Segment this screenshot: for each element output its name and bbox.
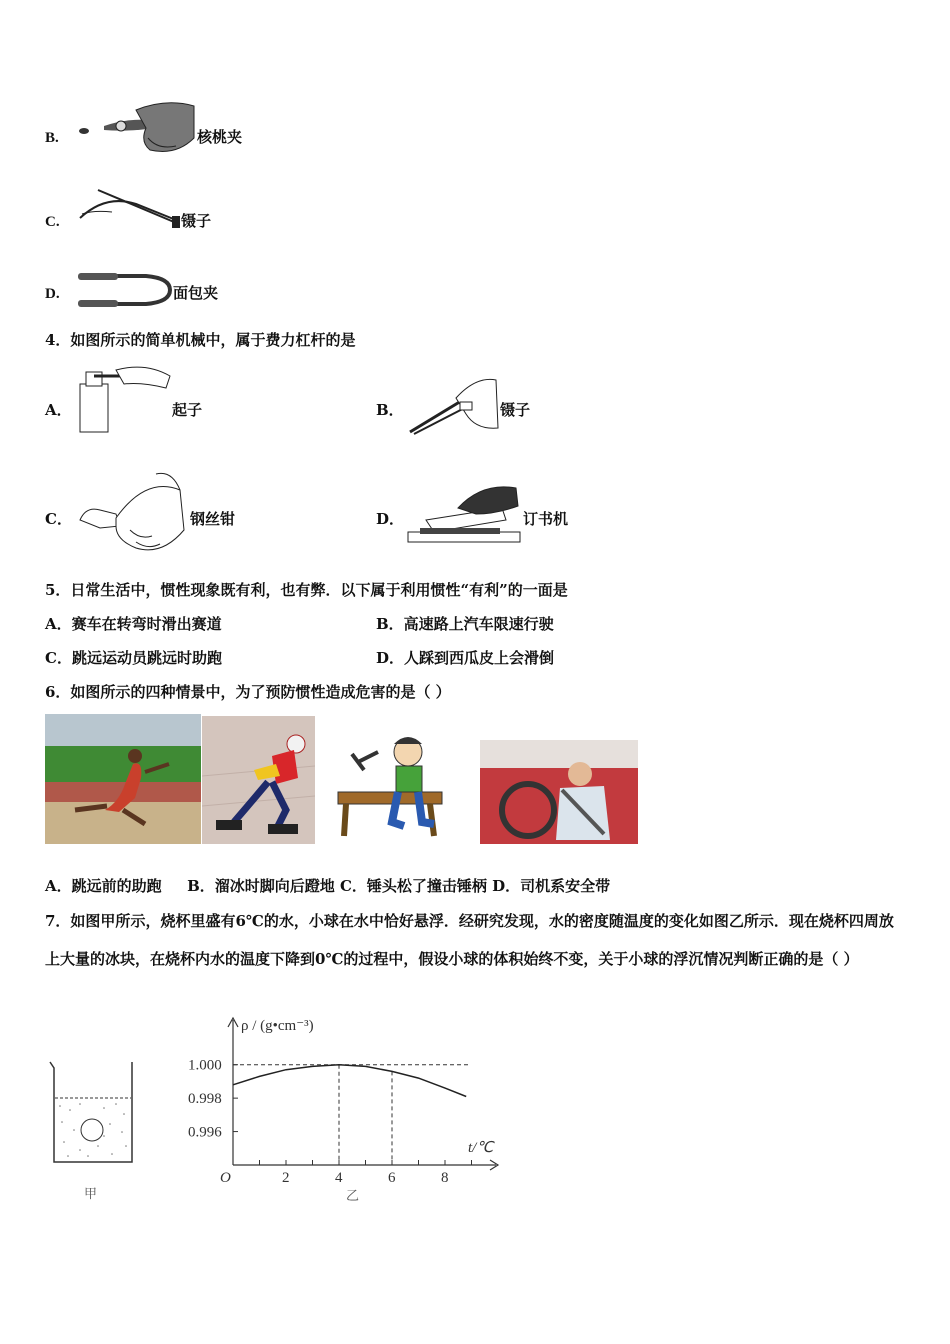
fig-a-caption: 甲 (84, 1187, 98, 1202)
roller-skating-photo (202, 716, 315, 848)
q5-option-d: D．人踩到西瓜皮上会滑倒 (376, 649, 555, 667)
pliers-icon (76, 470, 188, 560)
q5-stem: 5．日常生活中，惯性现象既有利，也有弊．以下属于利用惯性“有利”的一面是 (45, 581, 568, 599)
long-jump-photo (45, 714, 201, 848)
y-axis-label: ρ / (g•cm⁻³) (241, 1018, 314, 1034)
hammer-cartoon (318, 722, 478, 848)
y-tick-label: 1.000 (188, 1057, 222, 1074)
q4-option-d-letter: D． (376, 510, 405, 528)
nutcracker-icon (76, 98, 198, 164)
q4-option-a-letter: A． (45, 401, 72, 419)
bread-tongs-icon (76, 268, 174, 316)
y-tick-label: 0.996 (188, 1124, 222, 1141)
x-axis-label: t/℃ (468, 1140, 494, 1156)
option-letter: C. (45, 214, 60, 230)
x-tick-label: 4 (335, 1170, 343, 1186)
q4-option-b-letter: B． (376, 401, 404, 419)
q7-stem: 7．如图甲所示，烧杯里盛有6℃的水，小球在水中恰好悬浮．经研究发现，水的密度随温度的变化如图乙所示．现在烧杯四周放上大量的冰块，在烧杯内水的温度下降到0℃的过程中，假设小球的体积始终不变，关于小球的浮沉情况判断正确的是（ ） (45, 912, 894, 968)
density-curve (233, 1065, 466, 1097)
q4-option-d-label: 订书机 (523, 510, 569, 528)
q6-stem: 6．如图所示的四种情景中，为了预防惯性造成危害的是（ ） (45, 683, 451, 701)
option-label-tweezers: 镊子 (181, 212, 212, 230)
y-tick-label: 0.998 (188, 1091, 222, 1108)
x-tick-label: 6 (388, 1170, 396, 1186)
q4-option-c-letter: C． (45, 510, 72, 528)
stapler-icon (406, 474, 522, 558)
beaker-figure (46, 1058, 140, 1170)
tweezers-icon (406, 372, 500, 440)
q4-option-b-label: 镊子 (500, 401, 531, 419)
fig-b-caption: 乙 (346, 1189, 360, 1204)
q6-options: A．跳远前的助跑 B．溜冰时脚向后蹬地 C．锤头松了撞击锤柄 D．司机系安全带 (45, 877, 611, 895)
q5-option-b: B．高速路上汽车限速行驶 (376, 615, 554, 633)
option-letter: B. (45, 130, 59, 146)
q5-option-c: C．跳远运动员跳远时助跑 (45, 649, 222, 667)
q4-option-c-label: 钢丝钳 (190, 510, 236, 528)
option-letter: D. (45, 286, 60, 302)
option-label-nutcracker: 核桃夹 (197, 128, 243, 146)
q4-stem: 4．如图所示的简单机械中，属于费力杠杆的是 (45, 331, 356, 349)
x-tick-label: 8 (441, 1170, 449, 1186)
option-label-bread-tongs: 面包夹 (173, 284, 219, 302)
x-tick-label: 2 (282, 1170, 290, 1186)
q5-option-a: A．赛车在转弯时滑出赛道 (45, 615, 222, 633)
density-chart (178, 1010, 508, 1214)
bottle-opener-icon (76, 362, 172, 438)
q4-option-a-label: 起子 (172, 401, 203, 419)
seatbelt-photo (480, 740, 638, 848)
origin-label: O (220, 1170, 231, 1186)
tweezers-icon (76, 184, 182, 236)
